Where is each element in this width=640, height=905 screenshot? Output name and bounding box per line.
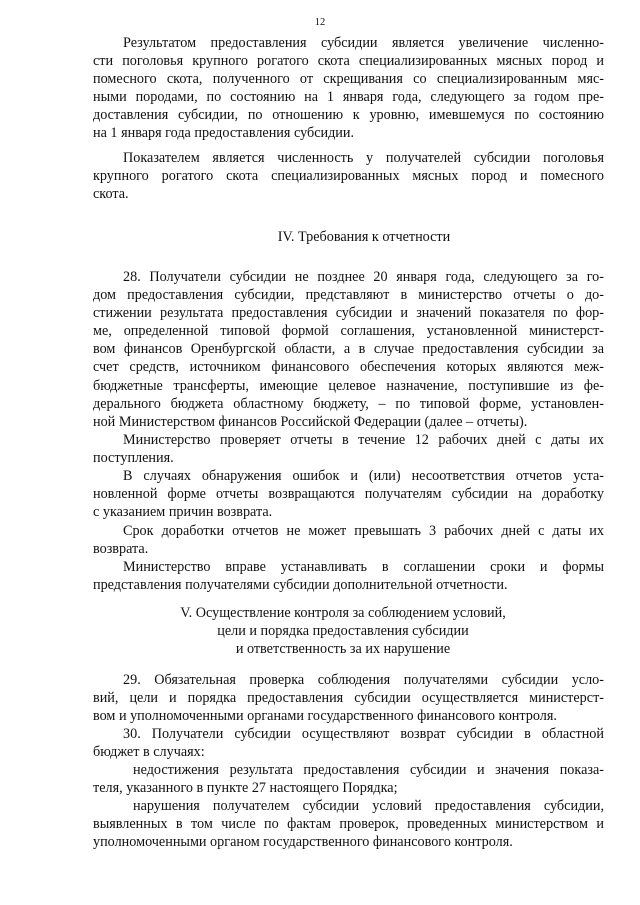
paragraph-28 <box>93 268 604 431</box>
text-line: поступления. <box>93 450 174 467</box>
text-line: помесного скота, полученного от скрещивания со специализированным мяс- <box>93 71 604 88</box>
section-heading-v <box>23 604 640 658</box>
text-line: Министерство вправе устанавливать в соглашении сроки и формы <box>123 559 604 575</box>
text-line: вом и уполномоченными органами государственного финансового контроля. <box>93 708 557 725</box>
text-line: счет средств, источником финансового обеспечения которых являются меж- <box>93 359 604 376</box>
paragraph-30-item-1 <box>93 761 604 797</box>
text-line: стижении результата предоставления субсидии и значений показателя по фор- <box>93 305 604 322</box>
page-number: 12 <box>314 17 326 28</box>
text-line: скота. <box>93 186 129 203</box>
paragraph-30-item-2 <box>93 797 604 851</box>
paragraph-30 <box>93 725 604 761</box>
text-line: с указанием причин возврата. <box>93 504 273 521</box>
text-line: дом предоставления субсидии, представляют в министерство отчеты о до- <box>93 287 604 304</box>
text-line: доставления субсидии, по отношению к уровню, имевшемуся по состоянию <box>93 107 604 124</box>
text-line: недостижения результата предоставления субсидии и значения показа- <box>133 762 604 778</box>
text-line: бюджет в случаях: <box>93 744 205 761</box>
heading-text: IV. Требования к отчетности <box>277 229 451 245</box>
text-line: 29. Обязательная проверка соблюдения получателями субсидии усло- <box>123 672 604 688</box>
text-line: Срок доработки отчетов не может превышать 3 рабочих дней с даты их <box>123 523 604 539</box>
text-line: Результатом предоставления субсидии является увеличение численно- <box>123 35 604 51</box>
text-line: уполномоченными органом государственного финансового контроля. <box>93 834 513 851</box>
heading-text: цели и порядка предоставления субсидии <box>217 623 469 640</box>
text-line: бюджетные трансферты, имеющие целевое назначение, поступившие из фе- <box>93 377 604 394</box>
text-line: нарушения получателем субсидии условий предоставления субсидии, <box>133 798 604 814</box>
paragraph-term <box>93 522 604 558</box>
text-line: ме, определенной типовой формой соглашения, установленной министерст- <box>93 323 604 340</box>
heading-text: V. Осуществление контроля за соблюдением условий, <box>180 605 506 621</box>
text-line: Показателем является численность у получателей субсидии поголовья <box>123 150 604 166</box>
text-line: Министерство проверяет отчеты в течение 12 рабочих дней с даты их <box>123 432 604 448</box>
paragraph-errors <box>93 467 604 521</box>
text-line: на 1 января года предоставления субсидии. <box>93 125 355 142</box>
text-line: ными породами, по состоянию на 1 января года, следующего за годом пре- <box>93 89 604 106</box>
paragraph-result <box>93 34 604 143</box>
text-line: 30. Получатели субсидии осуществляют возврат субсидии в областной <box>123 726 604 742</box>
text-line: ной Министерством финансов Российской Федерации (далее – отчеты). <box>93 413 528 430</box>
text-line: представления получателями субсидии дополнительной отчетности. <box>93 577 508 594</box>
paragraph-29 <box>93 671 604 725</box>
text-line: В случаях обнаружения ошибок и (или) несоответствия отчетов уста- <box>123 468 604 484</box>
paragraph-right <box>93 558 604 594</box>
text-line: возврата. <box>93 541 149 558</box>
text-line: крупного рогатого скота специализированных мясных пород и помесного <box>93 168 604 185</box>
text-line: вом финансов Оренбургской области, а в случае предоставления субсидии за <box>93 341 604 358</box>
text-line: вий, цели и порядка предоставления субсидии осуществляется министерст- <box>93 690 604 707</box>
text-line: выявленных в том числе по фактам проверок, проведенных министерством и <box>93 816 604 833</box>
text-line: новленной форме отчеты возвращаются получателям субсидии на доработку <box>93 486 604 503</box>
text-line: теля, указанного в пункте 27 настоящего Порядка; <box>93 780 398 797</box>
heading-text: и ответственность за их нарушение <box>235 641 451 658</box>
text-line: сти поголовья крупного рогатого скота специализированных мясных пород и <box>93 53 604 70</box>
paragraph-indicator <box>93 149 604 203</box>
section-heading-iv <box>44 228 640 246</box>
paragraph-check <box>93 431 604 467</box>
text-line: 28. Получатели субсидии не позднее 20 января года, следующего за го- <box>123 269 604 285</box>
text-line: дерального бюджета областному бюджету, – по типовой форме, установлен- <box>93 395 604 412</box>
